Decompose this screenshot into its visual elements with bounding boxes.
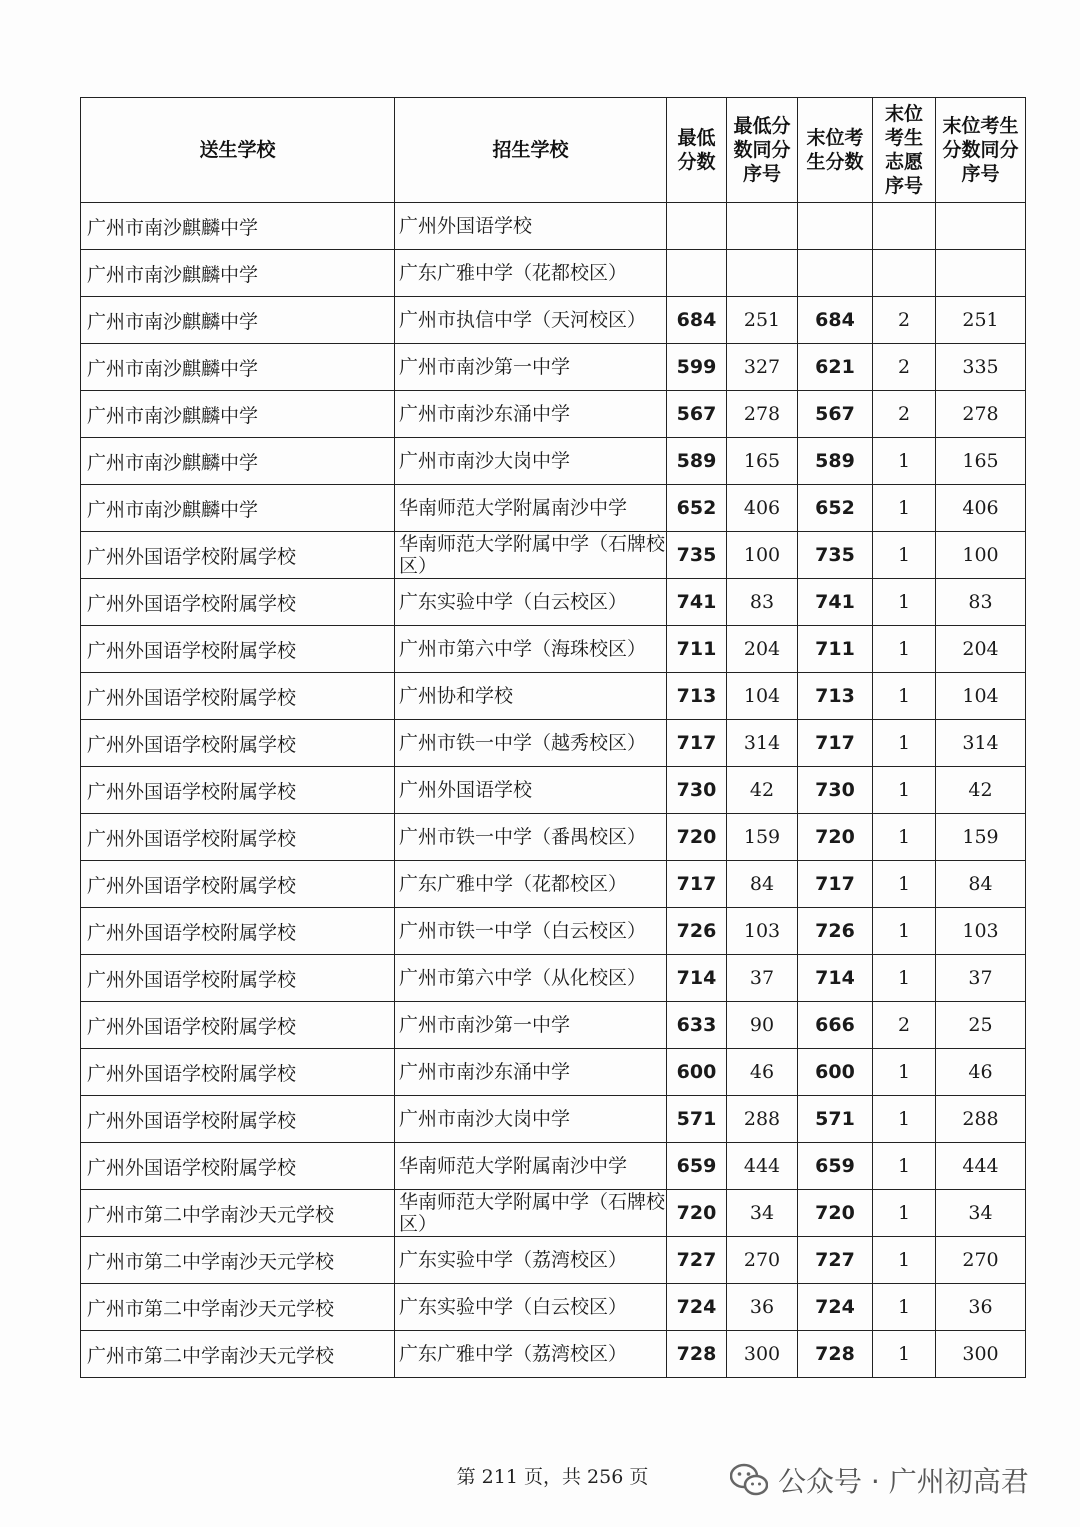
table-row [81, 1143, 1026, 1190]
header-last-score: 末位考生分数 [798, 98, 873, 203]
recv-school-cell: 广东广雅中学（花都校区） [395, 250, 667, 297]
min-score-rank-cell: 100 [727, 532, 798, 579]
send-school-cell: 广州市第二中学南沙天元学校 [81, 1284, 395, 1331]
last-choice-cell: 2 [873, 297, 936, 344]
recv-school-cell: 广州市第六中学（海珠校区） [395, 626, 667, 673]
recv-school-cell: 广州市南沙大岗中学 [395, 438, 667, 485]
last-rank-cell: 83 [936, 579, 1026, 626]
last-score-cell: 713 [798, 673, 873, 720]
min-score-cell: 589 [667, 438, 727, 485]
last-rank-cell: 300 [936, 1331, 1026, 1378]
last-score-cell: 711 [798, 626, 873, 673]
send-school-cell: 广州外国语学校附属学校 [81, 861, 395, 908]
last-rank-cell: 204 [936, 626, 1026, 673]
table-row [81, 673, 1026, 720]
table-row [81, 720, 1026, 767]
recv-school-cell: 广东实验中学（白云校区） [395, 1284, 667, 1331]
table-row [81, 391, 1026, 438]
admissions-table [80, 97, 1026, 1378]
recv-school-cell: 广东实验中学（荔湾校区） [395, 1237, 667, 1284]
last-choice-cell: 1 [873, 1143, 936, 1190]
send-school-cell: 广州市第二中学南沙天元学校 [81, 1331, 395, 1378]
min-score-cell [667, 203, 727, 250]
watermark [730, 1458, 1029, 1502]
last-score-cell [798, 250, 873, 297]
last-choice-cell: 1 [873, 814, 936, 861]
min-score-cell: 728 [667, 1331, 727, 1378]
min-score-cell: 633 [667, 1002, 727, 1049]
recv-school-cell: 广州外国语学校 [395, 767, 667, 814]
send-school-cell: 广州外国语学校附属学校 [81, 673, 395, 720]
min-score-cell: 599 [667, 344, 727, 391]
min-score-cell: 735 [667, 532, 727, 579]
last-choice-cell: 1 [873, 438, 936, 485]
header-recv-school: 招生学校 [395, 98, 667, 203]
min-score-cell: 717 [667, 861, 727, 908]
header-last-choice: 末位考生志愿序号 [873, 98, 936, 203]
min-score-rank-cell: 270 [727, 1237, 798, 1284]
last-rank-cell: 444 [936, 1143, 1026, 1190]
recv-school-cell: 广州市执信中学（天河校区） [395, 297, 667, 344]
min-score-cell: 720 [667, 1190, 727, 1237]
table-row [81, 1002, 1026, 1049]
recv-school-cell: 广州市南沙第一中学 [395, 344, 667, 391]
min-score-rank-cell: 251 [727, 297, 798, 344]
header-last-rank: 末位考生分数同分序号 [936, 98, 1026, 203]
recv-school-cell: 广东广雅中学（荔湾校区） [395, 1331, 667, 1378]
last-score-cell: 567 [798, 391, 873, 438]
last-score-cell: 741 [798, 579, 873, 626]
recv-school-cell: 广州市南沙东涌中学 [395, 391, 667, 438]
last-rank-cell: 37 [936, 955, 1026, 1002]
table-row [81, 1096, 1026, 1143]
min-score-rank-cell: 300 [727, 1331, 798, 1378]
min-score-cell: 730 [667, 767, 727, 814]
send-school-cell: 广州外国语学校附属学校 [81, 626, 395, 673]
last-rank-cell [936, 203, 1026, 250]
page-number: 第 211 页，共 256 页 [456, 1466, 649, 1488]
min-score-rank-cell: 84 [727, 861, 798, 908]
last-score-cell: 589 [798, 438, 873, 485]
last-score-cell: 600 [798, 1049, 873, 1096]
recv-school-cell: 广东广雅中学（花都校区） [395, 861, 667, 908]
last-score-cell: 717 [798, 720, 873, 767]
wechat-icon [730, 1463, 768, 1497]
last-score-cell: 728 [798, 1331, 873, 1378]
min-score-cell: 652 [667, 485, 727, 532]
last-choice-cell: 1 [873, 626, 936, 673]
recv-school-cell: 广州市第六中学（从化校区） [395, 955, 667, 1002]
table-row [81, 579, 1026, 626]
header-min-score: 最低分数 [667, 98, 727, 203]
last-choice-cell: 1 [873, 1237, 936, 1284]
send-school-cell: 广州市南沙麒麟中学 [81, 250, 395, 297]
header-min-score-rank: 最低分数同分序号 [727, 98, 798, 203]
last-score-cell: 730 [798, 767, 873, 814]
recv-school-cell: 广州市铁一中学（番禺校区） [395, 814, 667, 861]
table-row [81, 814, 1026, 861]
last-score-cell: 735 [798, 532, 873, 579]
table-row [81, 1237, 1026, 1284]
table-row [81, 250, 1026, 297]
last-score-cell: 666 [798, 1002, 873, 1049]
recv-school-cell: 广州外国语学校 [395, 203, 667, 250]
last-choice-cell: 1 [873, 1331, 936, 1378]
send-school-cell: 广州市第二中学南沙天元学校 [81, 1237, 395, 1284]
last-rank-cell: 159 [936, 814, 1026, 861]
last-score-cell: 727 [798, 1237, 873, 1284]
recv-school-cell: 广州市铁一中学（白云校区） [395, 908, 667, 955]
min-score-rank-cell: 444 [727, 1143, 798, 1190]
min-score-rank-cell: 165 [727, 438, 798, 485]
recv-school-cell: 华南师范大学附属中学（石牌校区） [395, 532, 667, 579]
last-score-cell [798, 203, 873, 250]
send-school-cell: 广州外国语学校附属学校 [81, 579, 395, 626]
table-row [81, 297, 1026, 344]
recv-school-cell: 广州市南沙东涌中学 [395, 1049, 667, 1096]
last-choice-cell [873, 203, 936, 250]
last-choice-cell: 1 [873, 767, 936, 814]
table-row [81, 1331, 1026, 1378]
last-rank-cell: 104 [936, 673, 1026, 720]
send-school-cell: 广州外国语学校附属学校 [81, 532, 395, 579]
table-row [81, 203, 1026, 250]
last-rank-cell: 270 [936, 1237, 1026, 1284]
table-row [81, 861, 1026, 908]
last-choice-cell: 2 [873, 391, 936, 438]
table-row [81, 626, 1026, 673]
min-score-rank-cell: 159 [727, 814, 798, 861]
send-school-cell: 广州外国语学校附属学校 [81, 1143, 395, 1190]
table-row [81, 955, 1026, 1002]
last-rank-cell: 84 [936, 861, 1026, 908]
last-rank-cell: 314 [936, 720, 1026, 767]
last-choice-cell: 1 [873, 1049, 936, 1096]
recv-school-cell: 华南师范大学附属中学（石牌校区） [395, 1190, 667, 1237]
last-score-cell: 652 [798, 485, 873, 532]
send-school-cell: 广州外国语学校附属学校 [81, 1002, 395, 1049]
last-choice-cell: 1 [873, 1096, 936, 1143]
last-rank-cell: 103 [936, 908, 1026, 955]
last-choice-cell: 1 [873, 908, 936, 955]
send-school-cell: 广州外国语学校附属学校 [81, 1049, 395, 1096]
last-choice-cell: 1 [873, 1284, 936, 1331]
table-row [81, 344, 1026, 391]
min-score-rank-cell: 288 [727, 1096, 798, 1143]
send-school-cell: 广州市南沙麒麟中学 [81, 485, 395, 532]
last-choice-cell: 1 [873, 861, 936, 908]
last-choice-cell: 1 [873, 579, 936, 626]
last-rank-cell: 100 [936, 532, 1026, 579]
send-school-cell: 广州市南沙麒麟中学 [81, 391, 395, 438]
last-score-cell: 720 [798, 1190, 873, 1237]
min-score-rank-cell: 103 [727, 908, 798, 955]
min-score-cell: 659 [667, 1143, 727, 1190]
send-school-cell: 广州市第二中学南沙天元学校 [81, 1190, 395, 1237]
last-rank-cell: 251 [936, 297, 1026, 344]
last-choice-cell: 1 [873, 720, 936, 767]
send-school-cell: 广州市南沙麒麟中学 [81, 344, 395, 391]
last-score-cell: 717 [798, 861, 873, 908]
min-score-cell: 600 [667, 1049, 727, 1096]
recv-school-cell: 广州市南沙大岗中学 [395, 1096, 667, 1143]
last-choice-cell: 2 [873, 344, 936, 391]
min-score-cell: 713 [667, 673, 727, 720]
recv-school-cell: 广州市铁一中学（越秀校区） [395, 720, 667, 767]
min-score-rank-cell: 278 [727, 391, 798, 438]
header-send-school: 送生学校 [81, 98, 395, 203]
min-score-cell: 684 [667, 297, 727, 344]
send-school-cell: 广州外国语学校附属学校 [81, 767, 395, 814]
min-score-cell: 727 [667, 1237, 727, 1284]
min-score-rank-cell: 204 [727, 626, 798, 673]
min-score-cell [667, 250, 727, 297]
last-rank-cell: 36 [936, 1284, 1026, 1331]
min-score-rank-cell: 36 [727, 1284, 798, 1331]
recv-school-cell: 广州市南沙第一中学 [395, 1002, 667, 1049]
table-row [81, 1190, 1026, 1237]
last-score-cell: 621 [798, 344, 873, 391]
last-score-cell: 720 [798, 814, 873, 861]
min-score-cell: 724 [667, 1284, 727, 1331]
min-score-cell: 726 [667, 908, 727, 955]
last-choice-cell: 1 [873, 1190, 936, 1237]
min-score-rank-cell: 90 [727, 1002, 798, 1049]
send-school-cell: 广州外国语学校附属学校 [81, 814, 395, 861]
send-school-cell: 广州外国语学校附属学校 [81, 908, 395, 955]
last-score-cell: 724 [798, 1284, 873, 1331]
send-school-cell: 广州外国语学校附属学校 [81, 720, 395, 767]
table-row [81, 532, 1026, 579]
last-choice-cell: 1 [873, 673, 936, 720]
min-score-rank-cell: 327 [727, 344, 798, 391]
min-score-rank-cell: 37 [727, 955, 798, 1002]
recv-school-cell: 华南师范大学附属南沙中学 [395, 485, 667, 532]
last-score-cell: 684 [798, 297, 873, 344]
min-score-cell: 720 [667, 814, 727, 861]
min-score-cell: 571 [667, 1096, 727, 1143]
min-score-rank-cell: 83 [727, 579, 798, 626]
min-score-cell: 717 [667, 720, 727, 767]
table-row [81, 1284, 1026, 1331]
recv-school-cell: 广东实验中学（白云校区） [395, 579, 667, 626]
last-rank-cell: 34 [936, 1190, 1026, 1237]
min-score-rank-cell: 406 [727, 485, 798, 532]
last-choice-cell: 1 [873, 955, 936, 1002]
watermark-text: 公众号 · 广州初高君 [778, 1465, 1029, 1498]
recv-school-cell: 华南师范大学附属南沙中学 [395, 1143, 667, 1190]
last-rank-cell: 165 [936, 438, 1026, 485]
min-score-rank-cell [727, 203, 798, 250]
last-rank-cell: 278 [936, 391, 1026, 438]
table-row [81, 908, 1026, 955]
min-score-cell: 714 [667, 955, 727, 1002]
last-rank-cell: 46 [936, 1049, 1026, 1096]
min-score-rank-cell: 34 [727, 1190, 798, 1237]
last-choice-cell [873, 250, 936, 297]
send-school-cell: 广州市南沙麒麟中学 [81, 297, 395, 344]
table-row [81, 767, 1026, 814]
send-school-cell: 广州外国语学校附属学校 [81, 1096, 395, 1143]
min-score-cell: 567 [667, 391, 727, 438]
min-score-rank-cell [727, 250, 798, 297]
last-score-cell: 571 [798, 1096, 873, 1143]
table-row [81, 438, 1026, 485]
min-score-rank-cell: 104 [727, 673, 798, 720]
send-school-cell: 广州市南沙麒麟中学 [81, 438, 395, 485]
last-rank-cell: 406 [936, 485, 1026, 532]
min-score-rank-cell: 46 [727, 1049, 798, 1096]
send-school-cell: 广州市南沙麒麟中学 [81, 203, 395, 250]
last-score-cell: 714 [798, 955, 873, 1002]
table-header-row [81, 98, 1026, 203]
last-choice-cell: 2 [873, 1002, 936, 1049]
last-score-cell: 726 [798, 908, 873, 955]
min-score-rank-cell: 314 [727, 720, 798, 767]
recv-school-cell: 广州协和学校 [395, 673, 667, 720]
last-rank-cell: 288 [936, 1096, 1026, 1143]
last-rank-cell: 25 [936, 1002, 1026, 1049]
table-row [81, 485, 1026, 532]
table-row [81, 1049, 1026, 1096]
min-score-cell: 741 [667, 579, 727, 626]
send-school-cell: 广州外国语学校附属学校 [81, 955, 395, 1002]
table-body [81, 203, 1026, 1378]
last-choice-cell: 1 [873, 485, 936, 532]
last-rank-cell: 42 [936, 767, 1026, 814]
last-rank-cell: 335 [936, 344, 1026, 391]
last-choice-cell: 1 [873, 532, 936, 579]
last-rank-cell [936, 250, 1026, 297]
min-score-rank-cell: 42 [727, 767, 798, 814]
min-score-cell: 711 [667, 626, 727, 673]
last-score-cell: 659 [798, 1143, 873, 1190]
